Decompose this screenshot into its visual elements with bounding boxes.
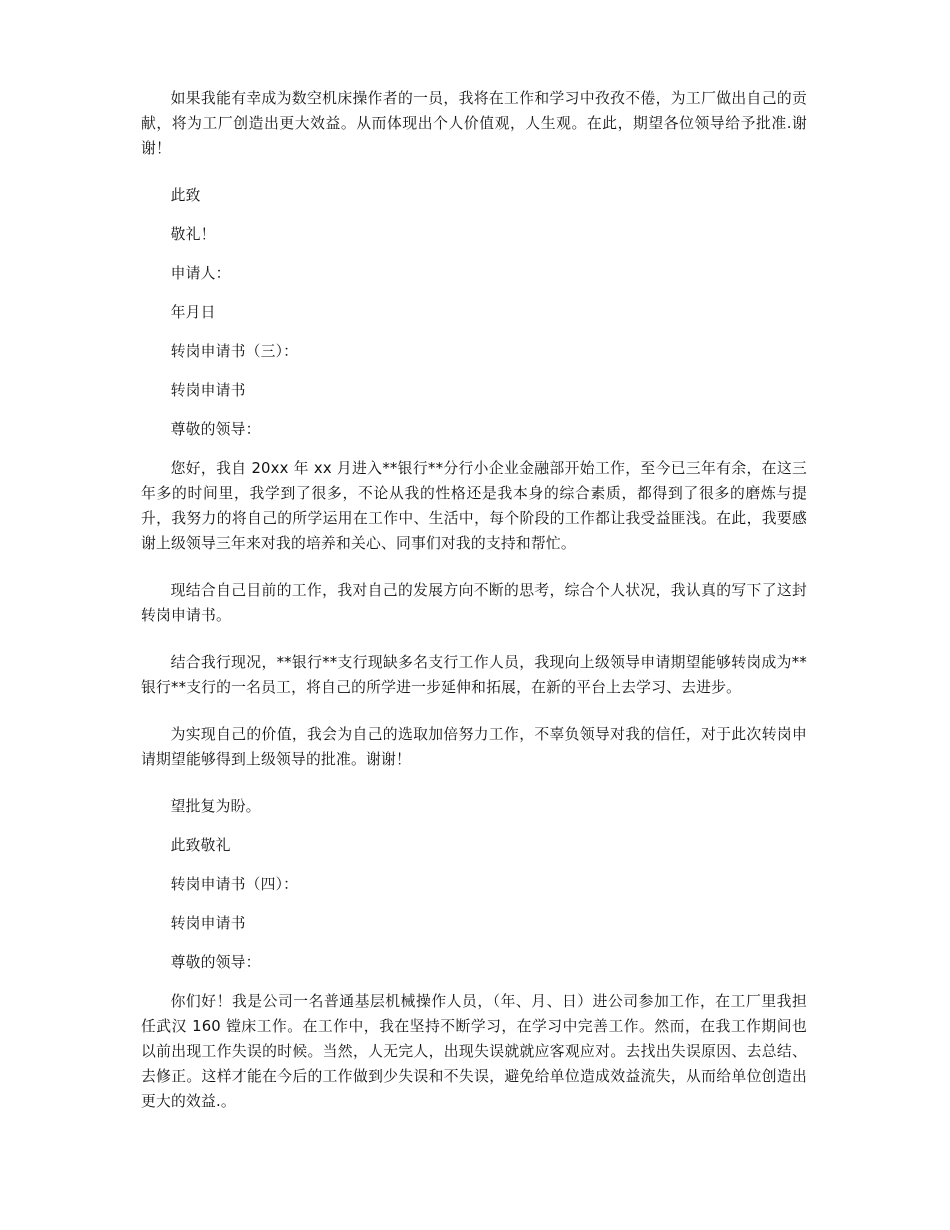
closing-reply-request: 望批复为盼。 — [170, 798, 261, 815]
closing-cizhi-jingli: 此致敬礼 — [170, 837, 231, 854]
date-label: 年月日 — [170, 304, 216, 321]
greeting-4: 尊敬的领导： — [170, 954, 261, 971]
paragraph-request-3: 结合我行现况，**银行**支行现缺多名支行工作人员，我现向上级领导申请期望能够转岗成为**银行**支行的一名员工，将自己的所学进一步延伸和拓展，在新的平台上去学习、去进步。 — [141, 654, 807, 696]
greeting-3: 尊敬的领导： — [170, 421, 261, 438]
letter-title-3: 转岗申请书 — [170, 382, 246, 399]
document-body — [141, 86, 807, 1136]
section-heading-3: 转岗申请书（三）： — [170, 343, 299, 360]
paragraph-intro-4: 你们好！我是公司一名普通基层机械操作人员，（年、月、日）进公司参加工作，在工厂里我担任武汉 160 镗床工作。在工作中，我在坚持不断学习，在学习中完善工作。然而，在我工作期间也以前出现工作失误的时候。当然，人无完人，出现失误就就应客观应对。去找出失误原因、去总结、去修正。这样才能在今后的工作做到少失误和不失误，避免给单位造成效益流失，从而给单位创造出更大的效益.。 — [141, 993, 807, 1110]
paragraph-commitment-3: 为实现自己的价值，我会为自己的选取加倍努力工作，不辜负领导对我的信任，对于此次转岗申请期望能够得到上级领导的批准。谢谢！ — [141, 726, 807, 768]
paragraph-intro-3: 您好，我自 20xx 年 xx 月进入**银行**分行小企业金融部开始工作，至今已三年有余，在这三年多的时间里，我学到了很多，不论从我的性格还是我本身的综合素质，都得到了很多的磨炼与提升，我努力的将自己的所学运用在工作中、生活中，每个阶段的工作都让我受益匪浅。在此，我要感谢上级领导三年来对我的培养和关心、同事们对我的支持和帮忙。 — [141, 460, 807, 552]
section-heading-4: 转岗申请书（四）： — [170, 876, 299, 893]
salutation-cizhi: 此致 — [170, 187, 201, 204]
paragraph-reflection-3: 现结合自己目前的工作，我对自己的发展方向不断的思考，综合个人状况，我认真的写下了这封转岗申请书。 — [141, 582, 807, 624]
paragraph-closing-statement: 如果我能有幸成为数空机床操作者的一员，我将在工作和学习中孜孜不倦，为工厂做出自己的贡献，将为工厂创造出更大效益。从而体现出个人价值观，人生观。在此，期望各位领导给予批准.谢谢！ — [141, 90, 807, 157]
salutation-jingli: 敬礼！ — [170, 226, 216, 243]
applicant-label: 申请人： — [170, 265, 231, 282]
letter-title-4: 转岗申请书 — [170, 915, 246, 932]
